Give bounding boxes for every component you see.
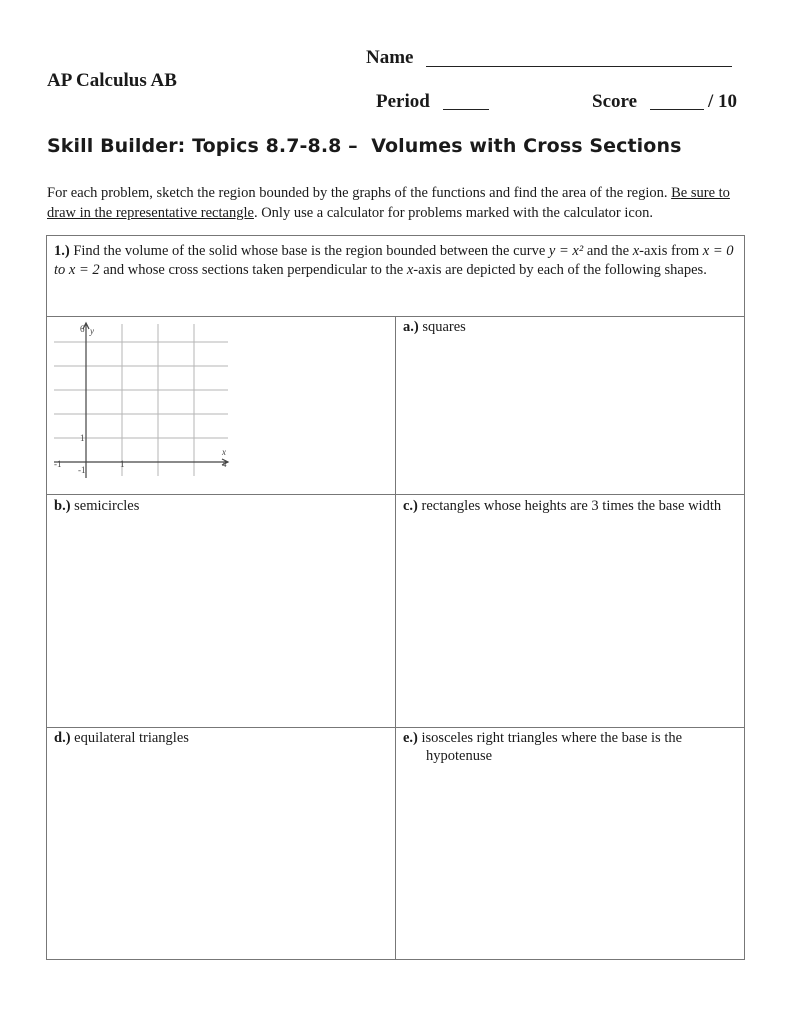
period-label: Period: [376, 91, 430, 112]
instructions-underlined: Be sure to draw in the representative rectangle: [47, 185, 730, 221]
instructions-text-1: For each problem, sketch the region bounded by the graphs of the functions and find the area of the region.: [47, 185, 672, 201]
problem-number: 1.): [54, 243, 70, 259]
cell-d[interactable]: [46, 727, 396, 960]
tick-y-neg: -1: [78, 465, 86, 475]
score-blank-line[interactable]: [650, 109, 704, 110]
part-c: c.) rectangles whose heights are 3 times the base width: [403, 498, 722, 514]
part-e: e.) isosceles right triangles where the base is the hypotenuse: [403, 730, 683, 764]
part-a: a.) squares: [403, 319, 466, 335]
problem-statement: 1.) Find the volume of the solid whose base is the region bounded between the curve y = x² and the x-axis from x = 0 to x = 2 and whose cross sections taken perpendicular to the x-axis are depicted by each of the following shapes.: [54, 243, 734, 278]
score-label: Score: [592, 91, 638, 112]
name-label: Name: [366, 47, 414, 68]
x-axis-label: x: [222, 447, 226, 457]
instructions-text-2: . Only use a calculator for problems marked with the calculator icon.: [253, 205, 653, 221]
part-d: d.) equilateral triangles: [54, 730, 189, 746]
instructions: [47, 183, 747, 223]
cell-c[interactable]: [395, 494, 745, 728]
cell-b[interactable]: [46, 494, 396, 728]
tick-y-one: 1: [80, 433, 85, 443]
tick-x-right: 4: [222, 459, 227, 469]
cell-a[interactable]: [395, 316, 745, 495]
tick-x-one: 1: [120, 459, 125, 469]
coordinate-grid: [50, 320, 240, 480]
tick-x-neg: -1: [54, 459, 62, 469]
course-title: AP Calculus AB: [47, 70, 177, 91]
equation: y = x²: [548, 243, 584, 259]
name-blank-line[interactable]: [426, 66, 732, 67]
part-b: b.) semicircles: [54, 498, 140, 514]
score-total: / 10: [708, 91, 738, 112]
period-blank-line[interactable]: [443, 109, 489, 110]
range: x = 0 to x = 2: [54, 243, 734, 278]
tick-y-top: 6: [80, 324, 85, 334]
y-axis-label: y: [90, 326, 94, 336]
page-title: Skill Builder: Topics 8.7-8.8 – Volumes with Cross Sections: [47, 135, 682, 157]
